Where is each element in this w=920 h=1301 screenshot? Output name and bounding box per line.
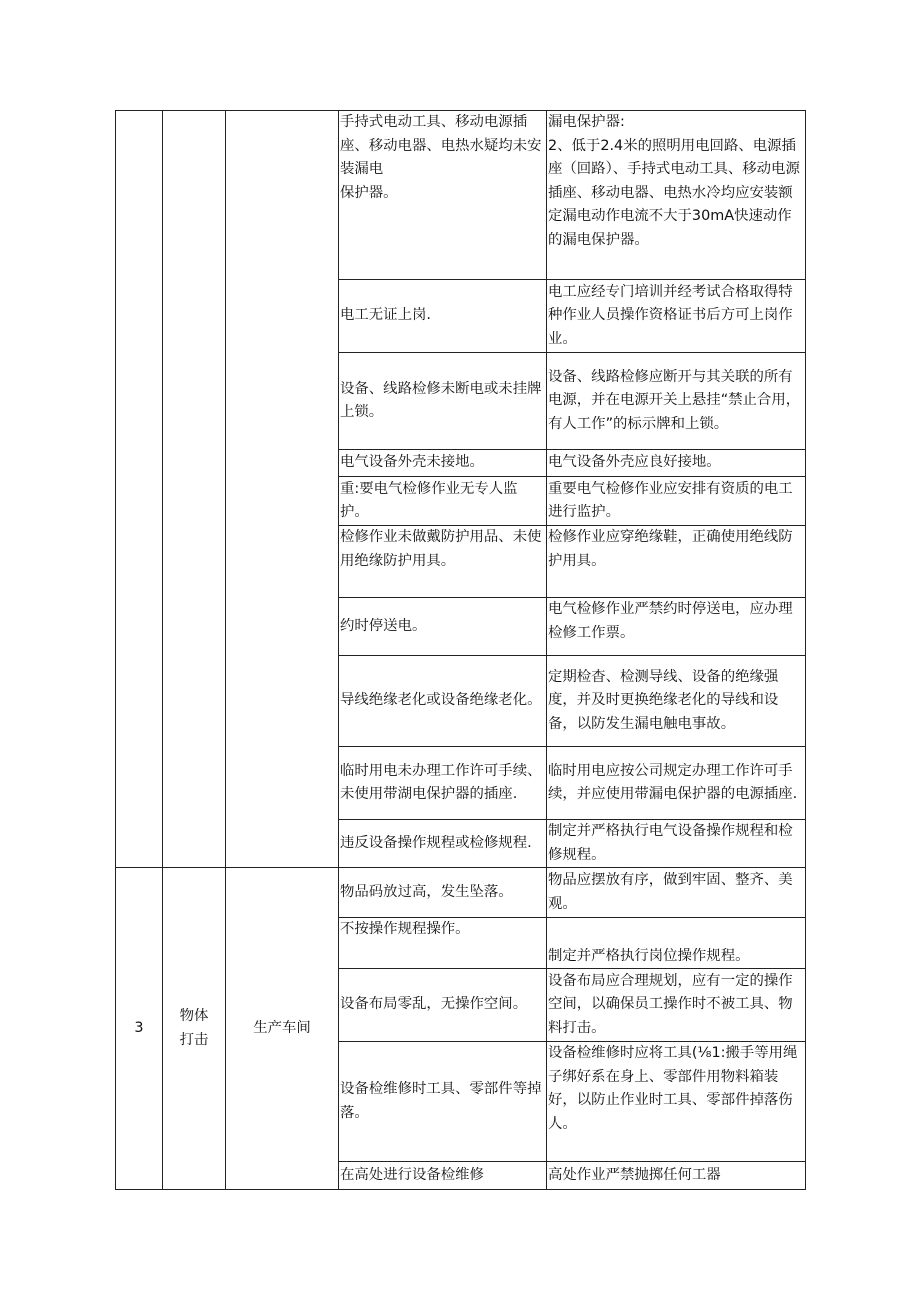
hazard-type-cell: 物体 打击 — [163, 868, 226, 1190]
hazard-cell: 电工无证上岗. — [339, 280, 547, 353]
row-number-cell: 3 — [116, 868, 163, 1190]
measure-cell: 电气设备外壳应良好接地。 — [547, 450, 806, 477]
measure-cell: 重要电气检修作业应安排有资质的电工进行监护。 — [547, 477, 806, 526]
risk-control-table — [115, 110, 806, 1190]
measure-cell: 物品应摆放有序，做到牢固、整齐、美观。 — [547, 868, 806, 918]
hazard-cell: 物品码放过高，发生坠落。 — [339, 868, 547, 918]
hazard-cell: 电气设备外壳未接地。 — [339, 450, 547, 477]
table-row — [116, 868, 806, 918]
table-row — [116, 111, 806, 280]
measure-cell: 制定并严格执行电气设备操作规程和检修规程。 — [547, 820, 806, 868]
measure-cell: 制定并严格执行岗位操作规程。 — [547, 918, 806, 969]
hazard-cell: 不按操作规程操作。 — [339, 918, 547, 969]
location-cell: 生产车间 — [226, 868, 339, 1190]
measure-cell: 设备检维修时应将工具(⅛1:搬手等用绳子绑好系在身上、零部件用物料箱装好，以防止作业时工具、零部件掉落伤人。 — [547, 1042, 806, 1162]
hazard-cell: 设备检维修时工具、零部件等掉落。 — [339, 1042, 547, 1162]
risk-table-page — [115, 110, 806, 1190]
measure-cell: 设备布局应合理规划，应有一定的操作空间，以确保员工操作时不被工具、物料打击。 — [547, 969, 806, 1042]
measure-cell: 定期检杳、检测导线、设备的绝缘强度，并及时更换绝缘老化的导线和设备，以防发生漏电触电事故。 — [547, 656, 806, 747]
hazard-cell: 约时停送电。 — [339, 598, 547, 656]
measure-cell: 检修作业应穿绝缘鞋，正确使用绝线防护用具。 — [547, 526, 806, 598]
hazard-cell: 临时用电未办理工作许可手续、未使用带湖电保护器的插座. — [339, 747, 547, 820]
measure-cell: 电气检修作业严禁约时停送电，应办理检修工作票。 — [547, 598, 806, 656]
row-number-cell — [116, 111, 163, 868]
measure-cell: 漏电保护器: 2、低于2.4米的照明用电回路、电源插座（回路）、手持式电动工具、移动电源插座、移动电器、电热水冷均应安装额定漏电动作电流不大于30mA快速动作的漏电保护器。 — [547, 111, 806, 280]
measure-cell: 电工应经专门培训并经考试合格取得特种作业人员操作资格证书后方可上岗作业。 — [547, 280, 806, 353]
hazard-cell: 手持式电动工具、移动电源插座、移动电器、电热水疑均未安装漏电 保护器。 — [339, 111, 547, 280]
hazard-cell: 违反设备操作规程或检修规程. — [339, 820, 547, 868]
hazard-cell: 设备、线路检修未断电或未挂牌上锁。 — [339, 353, 547, 450]
measure-cell: 高处作业严禁抛掷任何工器 — [547, 1162, 806, 1190]
hazard-cell: 检修作业未做戴防护用品、未使用绝缘防护用具。 — [339, 526, 547, 598]
hazard-cell: 导线绝缘老化或设备绝缘老化。 — [339, 656, 547, 747]
hazard-cell: 重:要电气检修作业无专人监护。 — [339, 477, 547, 526]
measure-cell: 临时用电应按公司规定办理工作许可手续，并应使用带漏电保护器的电源插座. — [547, 747, 806, 820]
location-cell — [226, 111, 339, 868]
measure-cell: 设备、线路检修应断开与其关联的所有电源，并在电源开关上悬挂“禁止合用，有人工作”的标示牌和上锁。 — [547, 353, 806, 450]
hazard-type-cell — [163, 111, 226, 868]
hazard-cell: 在高处进行设备检维修 — [339, 1162, 547, 1190]
hazard-cell: 设备布局零乱，无操作空间。 — [339, 969, 547, 1042]
